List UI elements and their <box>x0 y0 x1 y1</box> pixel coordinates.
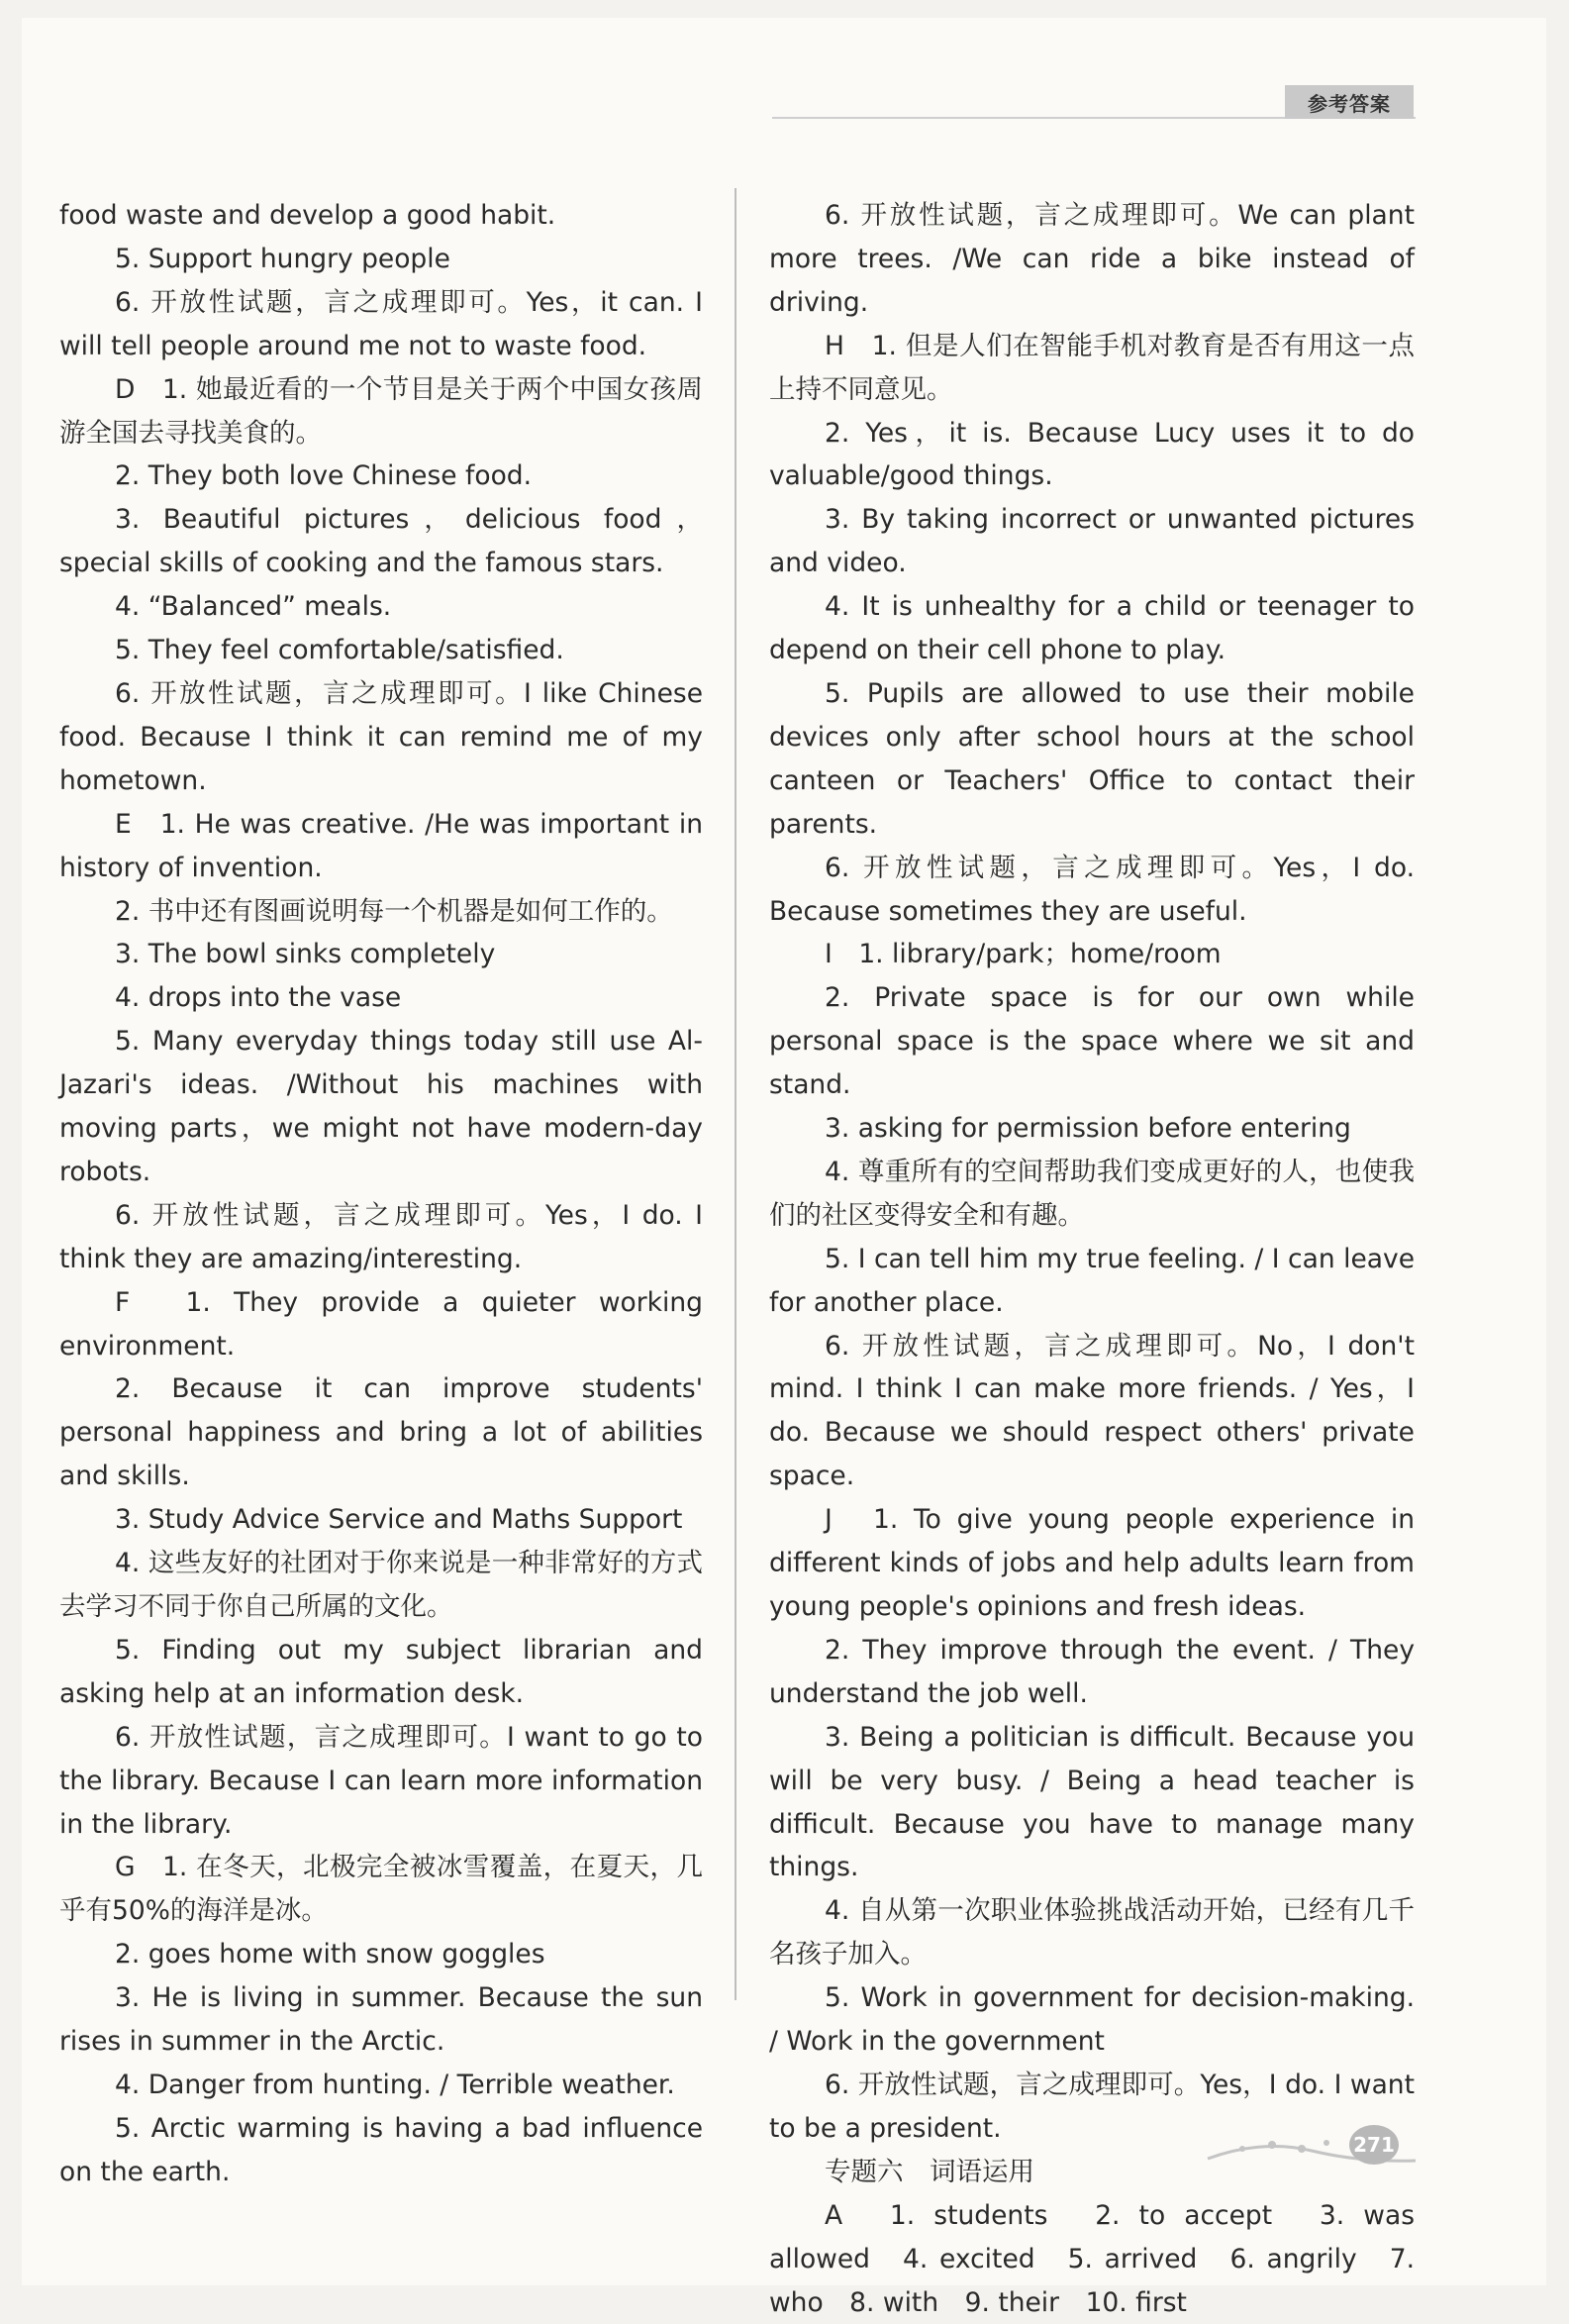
answer-line: 2. Yes，it is. Because Lucy uses it to do valuable/good things. <box>769 417 1415 492</box>
answer-line: 5. Pupils are allowed to use their mobile devices only after school hours at the school canteen or Teachers' Office to contact their parents. <box>769 677 1415 840</box>
answer-line: 5. Many everyday things today still use Al-Jazari's ideas. /Without his machines with moving parts，we might not have modern-day robots. <box>59 1026 703 1187</box>
answer-line: 6. 开放性试题，言之成理即可。We can plant more trees. /We can ride a bike instead of driving. <box>769 200 1415 318</box>
answer-line: 5. Support hungry people <box>115 243 450 274</box>
answer-line: 5. They feel comfortable/satisfied. <box>115 635 564 666</box>
answer-line: 3. Being a politician is difficult. Because you will be very busy. / Being a head teacher is difficult. Because you have to manage many things. <box>769 1721 1415 1883</box>
answer-line: H 1. 但是人们在智能手机对教育是否有用这一点上持不同意见。 <box>769 330 1415 405</box>
answer-line: 2. They both love Chinese food. <box>115 460 533 492</box>
answer-line: A 1. students 2. to accept 3. was allowed 4. excited 5. arrived 6. angrily 7. who 8. with 9. their 10. first <box>769 2199 1415 2318</box>
left-column <box>59 194 703 2194</box>
answer-line: 3. By taking incorrect or unwanted pictures and video. <box>769 504 1415 579</box>
answer-line: 3. asking for permission before entering <box>825 1113 1351 1145</box>
answer-line: 6. 开放性试题，言之成理即可。Yes，I do. Because sometimes they are useful. <box>769 852 1415 927</box>
answer-line: 2. goes home with snow goggles <box>115 1939 545 1970</box>
answer-line: 4. It is unhealthy for a child or teenager to depend on their cell phone to play. <box>769 591 1415 666</box>
answer-line: 4. 自从第一次职业体验挑战活动开始，已经有几千名孩子加入。 <box>769 1895 1415 1970</box>
answer-line: I 1. library/park；home/room <box>825 939 1222 970</box>
answer-line: E 1. He was creative. /He was important in history of invention. <box>59 808 703 883</box>
right-column <box>769 194 1415 2324</box>
answer-line: 4. 尊重所有的空间帮助我们变成更好的人，也使我们的社区变得安全和有趣。 <box>769 1156 1415 1231</box>
answer-line: 2. 书中还有图画说明每一个机器是如何工作的。 <box>115 895 673 927</box>
page-number: 271 <box>1349 2125 1399 2165</box>
answer-line: 6. 开放性试题，言之成理即可。I like Chinese food. Because I think it can remind me of my hometown. <box>59 677 703 796</box>
answer-line: 3. Beautiful pictures，delicious food，special skills of cooking and the famous stars. <box>59 504 703 579</box>
answer-line: 4. 这些友好的社团对于你来说是一种非常好的方式去学习不同于你自己所属的文化。 <box>59 1548 703 1622</box>
answer-line: 5. I can tell him my true feeling. / I can leave for another place. <box>769 1243 1415 1318</box>
answer-line: 6. 开放性试题，言之成理即可。I want to go to the library. Because I can learn more information in the library. <box>59 1721 703 1840</box>
answer-line: 4. “Balanced” meals. <box>115 591 392 623</box>
answer-line: 6. 开放性试题，言之成理即可。No，I don't mind. I think I can make more friends. / Yes，I do. Because we should respect others' private space. <box>769 1330 1415 1492</box>
column-divider <box>735 188 736 2000</box>
answer-line: F 1. They provide a quieter working environment. <box>59 1286 703 1362</box>
answer-line: G 1. 在冬天，北极完全被冰雪覆盖，在夏天，几乎有50%的海洋是冰。 <box>59 1852 703 1927</box>
answer-line: 2. Private space is for our own while personal space is the space where we sit and stand. <box>769 982 1415 1101</box>
answer-line: 6. 开放性试题，言之成理即可。Yes，I do. I think they are amazing/interesting. <box>59 1199 703 1274</box>
section-header-label: 参考答案 <box>1285 85 1414 119</box>
answer-line: 4. Danger from hunting. / Terrible weather. <box>115 2069 675 2100</box>
answer-line: 6. 开放性试题，言之成理即可。Yes，it can. I will tell people around me not to waste food. <box>59 286 703 361</box>
answer-line: 3. Study Advice Service and Maths Support <box>115 1504 683 1536</box>
answer-line: 5. Arctic warming is having a bad influence on the earth. <box>59 2112 703 2187</box>
answer-line: 6. 开放性试题，言之成理即可。Yes，I do. I want to be a president. <box>769 2069 1415 2144</box>
answer-line: 5. Work in government for decision-making. / Work in the government <box>769 1982 1415 2058</box>
answer-line: 2. They improve through the event. / They understand the job well. <box>769 1634 1415 1709</box>
answer-line: 2. Because it can improve students' personal happiness and bring a lot of abilities and skills. <box>59 1373 703 1492</box>
answer-line: 4. drops into the vase <box>115 982 402 1014</box>
answer-line: 5. Finding out my subject librarian and asking help at an information desk. <box>59 1634 703 1709</box>
section-heading: 专题六 词语运用 <box>825 2156 1034 2187</box>
answer-line: J 1. To give young people experience in different kinds of jobs and help adults learn from young people's opinions and fresh ideas. <box>769 1504 1415 1622</box>
answer-line: D 1. 她最近看的一个节目是关于两个中国女孩周游全国去寻找美食的。 <box>59 373 703 449</box>
answer-line: 3. He is living in summer. Because the sun rises in summer in the Arctic. <box>59 1982 703 2058</box>
answer-line: food waste and develop a good habit. <box>59 200 556 231</box>
answer-line: 3. The bowl sinks completely <box>115 939 496 970</box>
